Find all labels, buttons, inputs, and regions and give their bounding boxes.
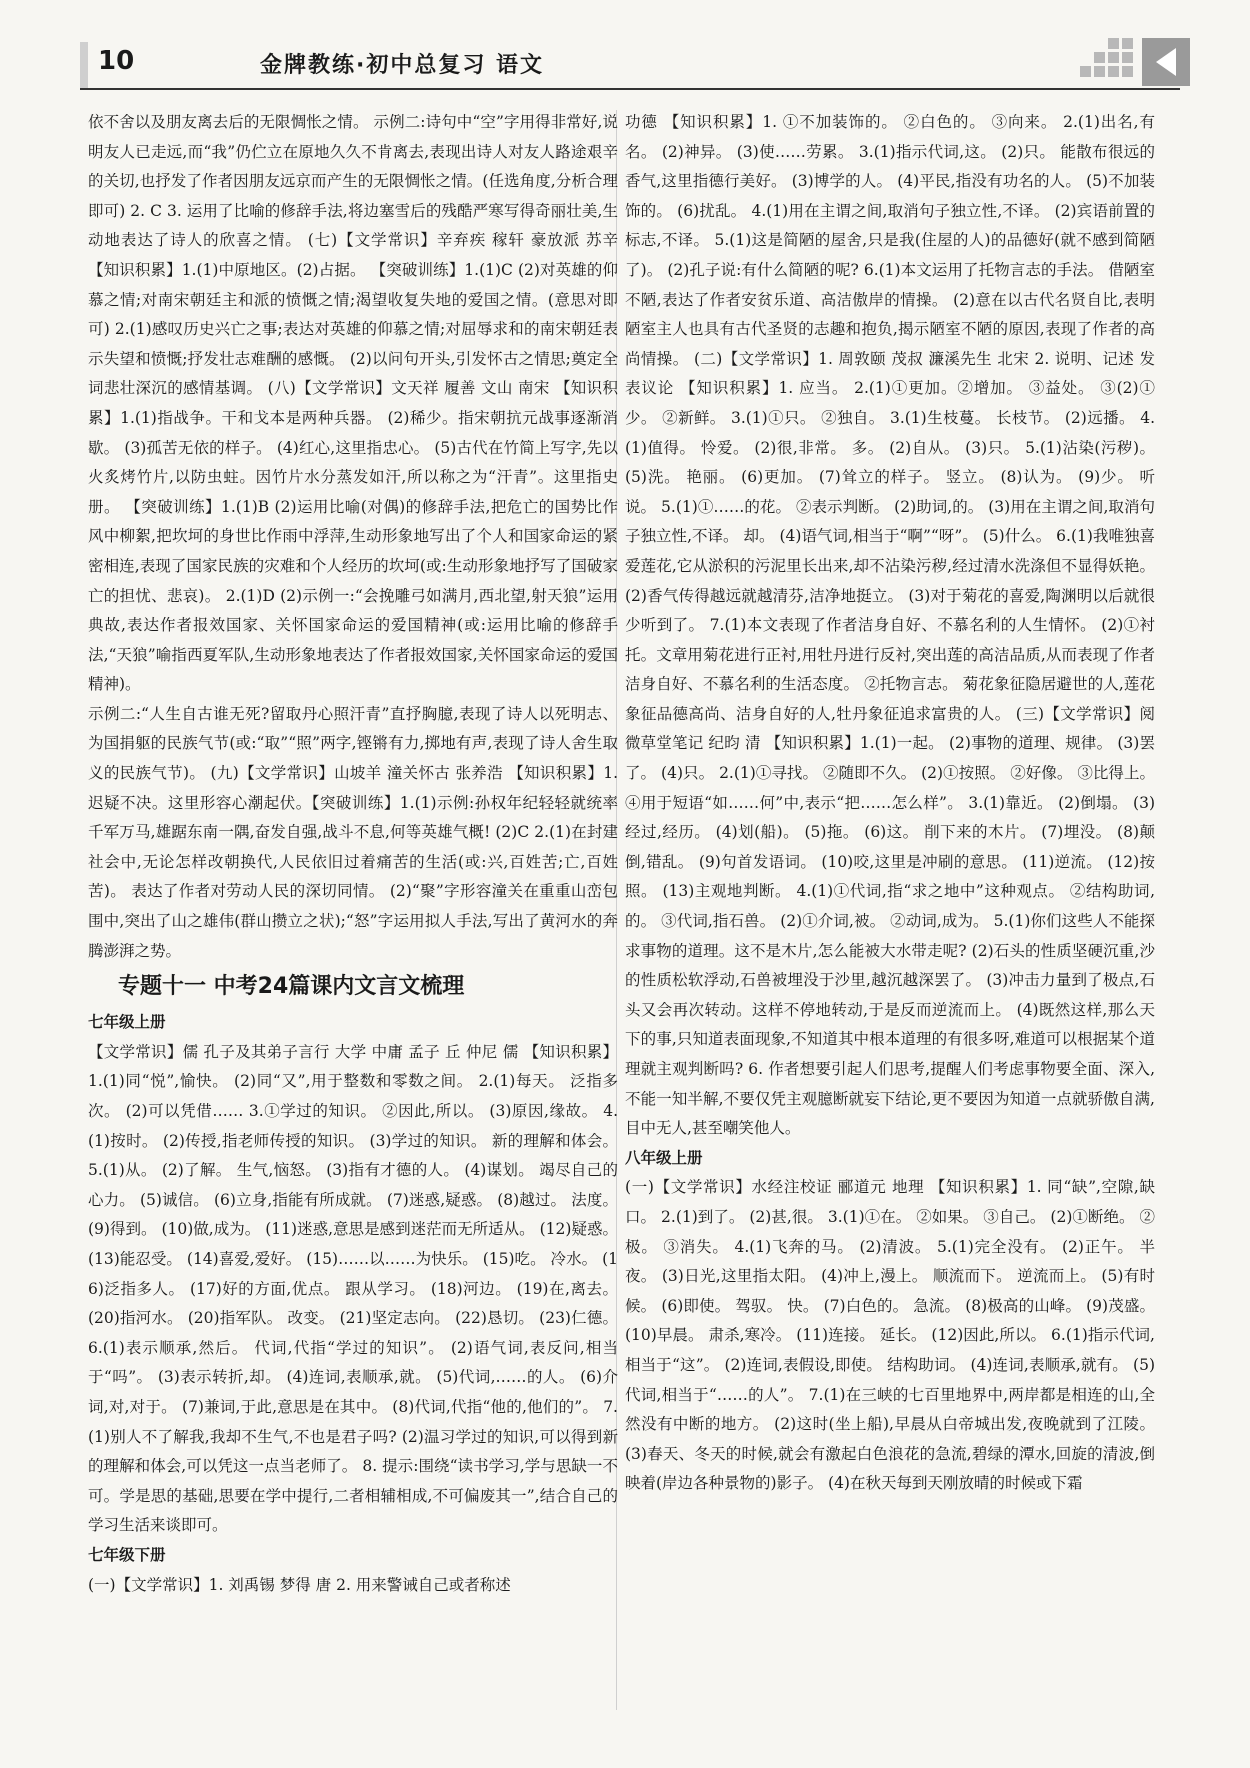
- arrow-icon: [1142, 38, 1190, 86]
- answer-paragraph: 功德 【知识积累】1. ①不加装饰的。 ②白色的。 ③向来。 2.(1)出名,有名。 (2)神异。 (3)使……劳累。 3.(1)指示代词,这。 (2)只。 能散布很远的香气,这里指德行美好。 (3)博学的人。 (4)平民,指没有功名的人。 (5)不加装饰的。 (6)扰乱。 4.(1)用在主谓之间,取消句子独立性,不译。 (2)宾语前置的标志,不译。 5.(1)这是简陋的屋舍,只是我(住屋的人)的品德好(就不感到简陋了)。 (2)孔子说:有什么简陋的呢? 6.(1)本文运用了托物言志的手法。 借陋室不陋,表达了作者安贫乐道、高洁傲岸的情操。 (2)意在以古代名贤自比,表明陋室主人也具有古代圣贤的志趣和抱负,揭示陋室不陋的原因,表现了作者的高尚情操。 (二)【文学常识】1. 周敦颐 茂叔 濂溪先生 北宋 2. 说明、记述 发表议论 【知识积累】1. 应当。 2.(1)①更加。②增加。 ③益处。 ③(2)①少。 ②新鲜。 3.(1)①只。 ②独自。 3.(1)生枝蔓。 长枝节。 (2)远播。 4.(1)值得。 怜爱。 (2)很,非常。 多。 (2)自从。 (3)只。 5.(1)沾染(污秽)。 (5)洗。 艳丽。 (6)更加。 (7)耸立的样子。 竖立。 (8)认为。 (9)少。 听说。 5.(1)①……的花。 ②表示判断。 (2)助词,的。 (3)用在主谓之间,取消句子独立性,不译。 却。 (4)语气词,相当于“啊”“呀”。 (5)什么。 6.(1)我唯独喜爱莲花,它从淤积的污泥里长出来,却不沾染污秽,经过清水洗涤但不显得妖艳。 (2)香气传得越远就越清芬,洁净地挺立。 (3)对于菊花的喜爱,陶渊明以后就很少听到了。 7.(1)本文表现了作者洁身自好、不慕名利的人生情怀。 (2)①衬托。文章用菊花进行正衬,用牡丹进行反衬,突出莲的高洁品质,从而表现了作者洁身自好、不慕名利的生活态度。 ②托物言志。 菊花象征隐居避世的人,莲花象征品德高尚、洁身自好的人,牡丹象征追求富贵的人。 (三)【文学常识】阅微草堂笔记 纪昀 清 【知识积累】1.(1)一起。 (2)事物的道理、规律。 (3)罢了。 (4)只。 2.(1)①寻找。 ②随即不久。 (2)①按照。 ②好像。 ③比得上。 ④用于短语“如……何”中,表示“把……怎么样”。 3.(1)靠近。 (2)倒塌。 (3)经过,经历。 (4)划(船)。 (5)拖。 (6)这。 削下来的木片。 (7)埋没。 (8)颠倒,错乱。 (9)句首发语词。 (10)咬,这里是冲刷的意思。 (11)逆流。 (12)按照。 (13)主观地判断。 4.(1)①代词,指“求之地中”这种观点。 ②结构助词,的。 ③代词,指石兽。 (2)①介词,被。 ②动词,成为。 5.(1)你们这些人不能探求事物的道理。这不是木片,怎么能被大水带走呢? (2)石头的性质坚硬沉重,沙的性质松软浮动,石兽被埋没于沙里,越沉越深罢了。 (3)冲击力量到了极点,石头又会再次转动。这样不停地转动,于是反而逆流而上。 (4)既然这样,那么天下的事,只知道表面现象,不知道其中根本道理的有很多呀,难道可以根据某个道理就主观判断吗? 6. 作者想要引起人们思考,提醒人们考虑事物要全面、深入,不能一知半解,不要仅凭主观臆断就妄下结论,更不要因为知道一点就骄傲自满,目中无人,甚至嘲笑他人。: [625, 113, 1155, 1138]
- page-header: [80, 38, 1180, 90]
- answer-paragraph: (一)【文学常识】水经注校证 郦道元 地理 【知识积累】1. 同“缺”,空隙,缺口。 2.(1)到了。 (2)甚,很。 3.(1)①在。 ②如果。 ③自己。 (2)①断绝。 ②极。 ③消失。 4.(1)飞奔的马。 (2)清波。 5.(1)完全没有。 (2)正午。 半夜。 (3)日光,这里指太阳。 (4)冲上,漫上。 顺流而下。 逆流而上。 (5)有时候。 (6)即使。 驾驭。 快。 (7)白色的。 急流。 (8)极高的山峰。 (9)茂盛。 (10)早晨。 肃杀,寒冷。 (11)连接。 延长。 (12)因此,所以。 6.(1)指示代词,相当于“这”。 (2)连词,表假设,即使。 结构助词。 (4)连词,表顺承,就有。 (5)代词,相当于“……的人”。 7.(1)在三峡的七百里地界中,两岸都是相连的山,全然没有中断的地方。 (2)这时(坐上船),早晨从白帝城出发,夜晚就到了江陵。 (3)春天、冬天的时候,就会有激起白色浪花的急流,碧绿的潭水,回旋的清波,倒映着(岸边各种景物的)影子。 (4)在秋天每到天刚放晴的时候或下霜: [625, 1178, 1155, 1493]
- grade-heading: 七年级下册: [88, 1545, 166, 1564]
- answer-paragraph: (一)【文学常识】1. 刘禹锡 梦得 唐 2. 用来警诫自己或者称述: [88, 1575, 511, 1594]
- answer-paragraph: 【文学常识】儒 孔子及其弟子言行 大学 中庸 孟子 丘 仲尼 儒 【知识积累】1.(1)同“悦”,愉快。 (2)同“又”,用于整数和零数之间。 2.(1)每天。 泛指多次。 (2)可以凭借…… 3.①学过的知识。 ②因此,所以。 (3)原因,缘故。 4.(1)按时。 (2)传授,指老师传授的知识。 (3)学过的知识。 新的理解和体会。 5.(1)从。 (2)了解。 生气,恼怒。 (3)指有才德的人。 (4)谋划。 竭尽自己的心力。 (5)诚信。 (6)立身,指能有所成就。 (7)迷惑,疑惑。 (8)越过。 法度。 (9)得到。 (10)做,成为。 (11)迷惑,意思是感到迷茫而无所适从。 (12)疑惑。 (13)能忍受。 (14)喜爱,爱好。 (15)……以……为快乐。 (15)吃。 冷水。 (16)泛指多人。 (17)好的方面,优点。 跟从学习。 (18)河边。 (19)在,离去。 (20)指河水。 (20)指军队。 改变。 (21)坚定志向。 (22)恳切。 (23)仁德。 6.(1)表示顺承,然后。 代词,代指“学过的知识”。 (2)语气词,表反问,相当于“吗”。 (3)表示转折,却。 (4)连词,表顺承,就。 (5)代词,……的人。 (6)介词,对,对于。 (7)兼词,于此,意思是在其中。 (8)代词,代指“他的,他们的”。 7.(1)别人不了解我,我却不生气,不也是君子吗? (2)温习学过的知识,可以得到新的理解和体会,可以凭这一点当老师了。 8. 提示:围绕“读书学习,学与思缺一不可。学是思的基础,思要在学中提行,二者相辅相成,不可偏废其一”,结合自己的学习生活来谈即可。: [88, 1042, 618, 1535]
- right-column: [625, 108, 1155, 1499]
- answer-paragraph: 示例二:“人生自古谁无死?留取丹心照汗青”直抒胸臆,表现了诗人以死明志、为国捐躯的民族气节(或:“取”“照”两字,铿锵有力,掷地有声,表现了诗人舍生取义的民族气节)。 (九)【文学常识】山坡羊 潼关怀古 张养浩 【知识积累】1. 迟疑不决。这里形容心潮起伏。【突破训练】1.(1)示例:孙权年纪轻轻就统率千军万马,雄踞东南一隅,奋发自强,战斗不息,何等英雄气概! (2)C 2.(1)在封建社会中,无论怎样改朝换代,人民依旧过着痛苦的生活(或:兴,百姓苦;亡,百姓苦)。 表达了作者对劳动人民的深切同情。 (2)“聚”字形容潼关在重重山峦包围中,突出了山之雄伟(群山攒立之状);“怒”字运用拟人手法,写出了黄河水的奔腾澎湃之势。: [88, 704, 618, 960]
- grade-heading: 八年级上册: [625, 1148, 703, 1167]
- header-bar: [80, 42, 88, 88]
- running-title: 金牌教练·初中总复习 语文: [260, 53, 545, 78]
- page-number: 10: [98, 46, 135, 76]
- section-title: 专题十一 中考24篇课内文言文梳理: [118, 974, 465, 1000]
- grade-heading: 七年级上册: [88, 1013, 166, 1032]
- left-column: [88, 108, 618, 1600]
- answer-paragraph: 依不舍以及朋友离去后的无限惆怅之情。 示例二:诗句中“空”字用得非常好,说明友人已走远,而“我”仍伫立在原地久久不肯离去,表现出诗人对友人路途艰辛的关切,也抒发了作者因朋友远京而产生的无限惆怅之情。(任选角度,分析合理即可) 2. C 3. 运用了比喻的修辞手法,将边塞雪后的残酷严寒写得奇丽壮美,生动地表达了诗人的欣喜之情。 (七)【文学常识】辛弃疾 稼轩 豪放派 苏辛 【知识积累】1.(1)中原地区。(2)占据。 【突破训练】1.(1)C (2)对英雄的仰慕之情;对南宋朝廷主和派的愤慨之情;渴望收复失地的爱国之情。(意思对即可) 2.(1)感叹历史兴亡之事;表达对英雄的仰慕之情;对屈辱求和的南宋朝廷表示失望和愤慨;抒发壮志难酬的感慨。 (2)以问句开头,引发怀古之情思;奠定全词悲壮深沉的感情基调。 (八)【文学常识】文天祥 履善 文山 南宋 【知识积累】1.(1)指战争。干和戈本是两种兵器。 (2)稀少。指宋朝抗元战事逐渐消歇。 (3)孤苦无依的样子。 (4)红心,这里指忠心。 (5)古代在竹简上写字,先以火炙烤竹片,以防虫蛀。因竹片水分蒸发如汗,所以称之为“汗青”。这里指史册。 【突破训练】1.(1)B (2)运用比喻(对偶)的修辞手法,把危亡的国势比作风中柳絮,把坎坷的身世比作雨中浮萍,生动形象地写出了个人和国家命运的紧密相连,表现了国家民族的灾难和个人经历的坎坷(或:生动形象地抒写了国破家亡的担忧、悲哀)。 2.(1)D (2)示例一:“会挽雕弓如满月,西北望,射天狼”运用典故,表达作者报效国家、关怀国家命运的爱国精神(或:运用比喻的修辞手法,“天狼”喻指西夏军队,生动形象地表达了作者报效国家,关怀国家命运的爱国精神)。: [88, 113, 618, 694]
- decorative-squares: [1080, 40, 1140, 86]
- header-rule: [80, 88, 1180, 90]
